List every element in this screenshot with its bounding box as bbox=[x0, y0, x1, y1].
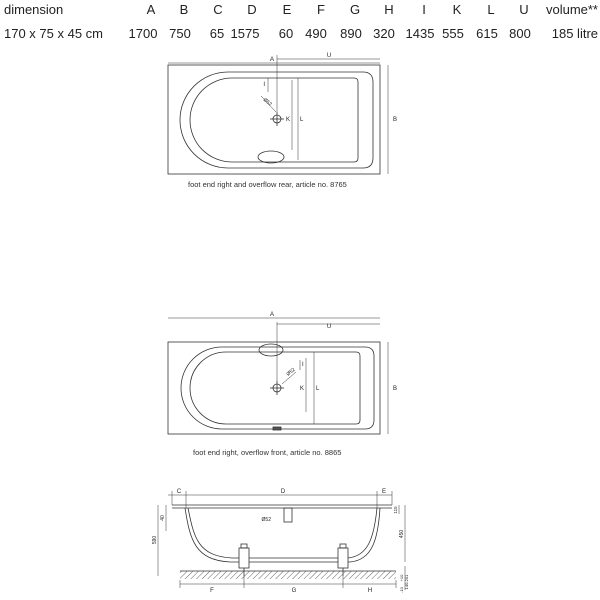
caption-drawing-1: foot end right and overflow rear, article no. 8765 bbox=[188, 180, 347, 189]
header-D: D bbox=[247, 2, 257, 17]
label-K-2: K bbox=[299, 386, 304, 392]
support-foot-right bbox=[338, 548, 348, 568]
header-K: K bbox=[452, 2, 462, 17]
cell-A: 1700 bbox=[128, 26, 158, 41]
label-590: 590 bbox=[152, 535, 158, 545]
label-K-1: K bbox=[285, 117, 290, 123]
cell-volume: 185 litre bbox=[551, 26, 598, 41]
overflow-outlet bbox=[258, 151, 284, 163]
label-115: 115 bbox=[393, 506, 398, 514]
label-range-minus: -10 bbox=[399, 587, 404, 593]
drawing-side-section bbox=[158, 491, 405, 590]
label-range: 140-201 bbox=[404, 574, 409, 590]
overflow-outlet bbox=[259, 344, 283, 356]
label-I-1: I bbox=[263, 82, 265, 88]
tub-floor bbox=[190, 78, 358, 162]
cell-L: 615 bbox=[476, 26, 498, 41]
basin-profile bbox=[185, 508, 380, 562]
label-dia-2: Ø52 bbox=[285, 366, 297, 378]
cell-dimension: 170 x 75 x 45 cm bbox=[4, 26, 103, 41]
label-40: 40 bbox=[160, 515, 166, 521]
header-volume: volume** bbox=[545, 2, 598, 17]
header-U: U bbox=[519, 2, 529, 17]
cell-U: 800 bbox=[509, 26, 531, 41]
cell-B: 750 bbox=[169, 26, 191, 41]
label-U-2: U bbox=[326, 324, 332, 330]
drawing-top-view-overflow-front bbox=[168, 318, 388, 434]
header-dimension: dimension bbox=[4, 2, 64, 17]
label-dia-3: Ø52 bbox=[261, 517, 271, 523]
label-F: F bbox=[210, 588, 214, 594]
header-L: L bbox=[487, 2, 495, 17]
label-U-1: U bbox=[326, 53, 332, 59]
cell-K: 555 bbox=[442, 26, 464, 41]
label-L-2: L bbox=[316, 386, 320, 392]
label-C: C bbox=[176, 489, 182, 495]
header-B: B bbox=[179, 2, 189, 17]
label-B-2: B bbox=[392, 386, 398, 392]
overflow-fitting bbox=[284, 508, 292, 522]
label-B-1: B bbox=[392, 117, 398, 123]
label-G: G bbox=[291, 588, 297, 594]
drawing-top-view-overflow-rear bbox=[168, 55, 388, 174]
cell-G: 890 bbox=[340, 26, 362, 41]
label-A-2: A bbox=[269, 312, 275, 318]
header-I: I bbox=[422, 2, 426, 17]
cell-C: 65 bbox=[209, 26, 225, 41]
header-G: G bbox=[349, 2, 361, 17]
label-450: 450 bbox=[399, 529, 405, 539]
cell-H: 320 bbox=[373, 26, 395, 41]
floor-hatch bbox=[180, 571, 396, 579]
header-F: F bbox=[317, 2, 325, 17]
tub-basin bbox=[180, 72, 373, 168]
label-I-2: I bbox=[302, 362, 304, 368]
label-H: H bbox=[367, 588, 373, 594]
label-range-plus: +10 bbox=[399, 574, 404, 582]
caption-drawing-2: foot end right, overflow front, article no. 8865 bbox=[193, 448, 342, 457]
header-E: E bbox=[282, 2, 292, 17]
label-D: D bbox=[280, 489, 286, 495]
label-L-1: L bbox=[300, 117, 304, 123]
label-E: E bbox=[381, 489, 387, 495]
support-foot-left bbox=[239, 548, 249, 568]
header-H: H bbox=[384, 2, 394, 17]
cell-E: 60 bbox=[278, 26, 294, 41]
cell-F: 490 bbox=[305, 26, 327, 41]
cell-I: 1435 bbox=[405, 26, 435, 41]
label-dia-1: Ø52 bbox=[261, 96, 273, 108]
header-A: A bbox=[146, 2, 156, 17]
label-A-1: A bbox=[269, 57, 275, 63]
drain-marker bbox=[273, 427, 281, 430]
cell-D: 1575 bbox=[230, 26, 260, 41]
header-C: C bbox=[213, 2, 223, 17]
